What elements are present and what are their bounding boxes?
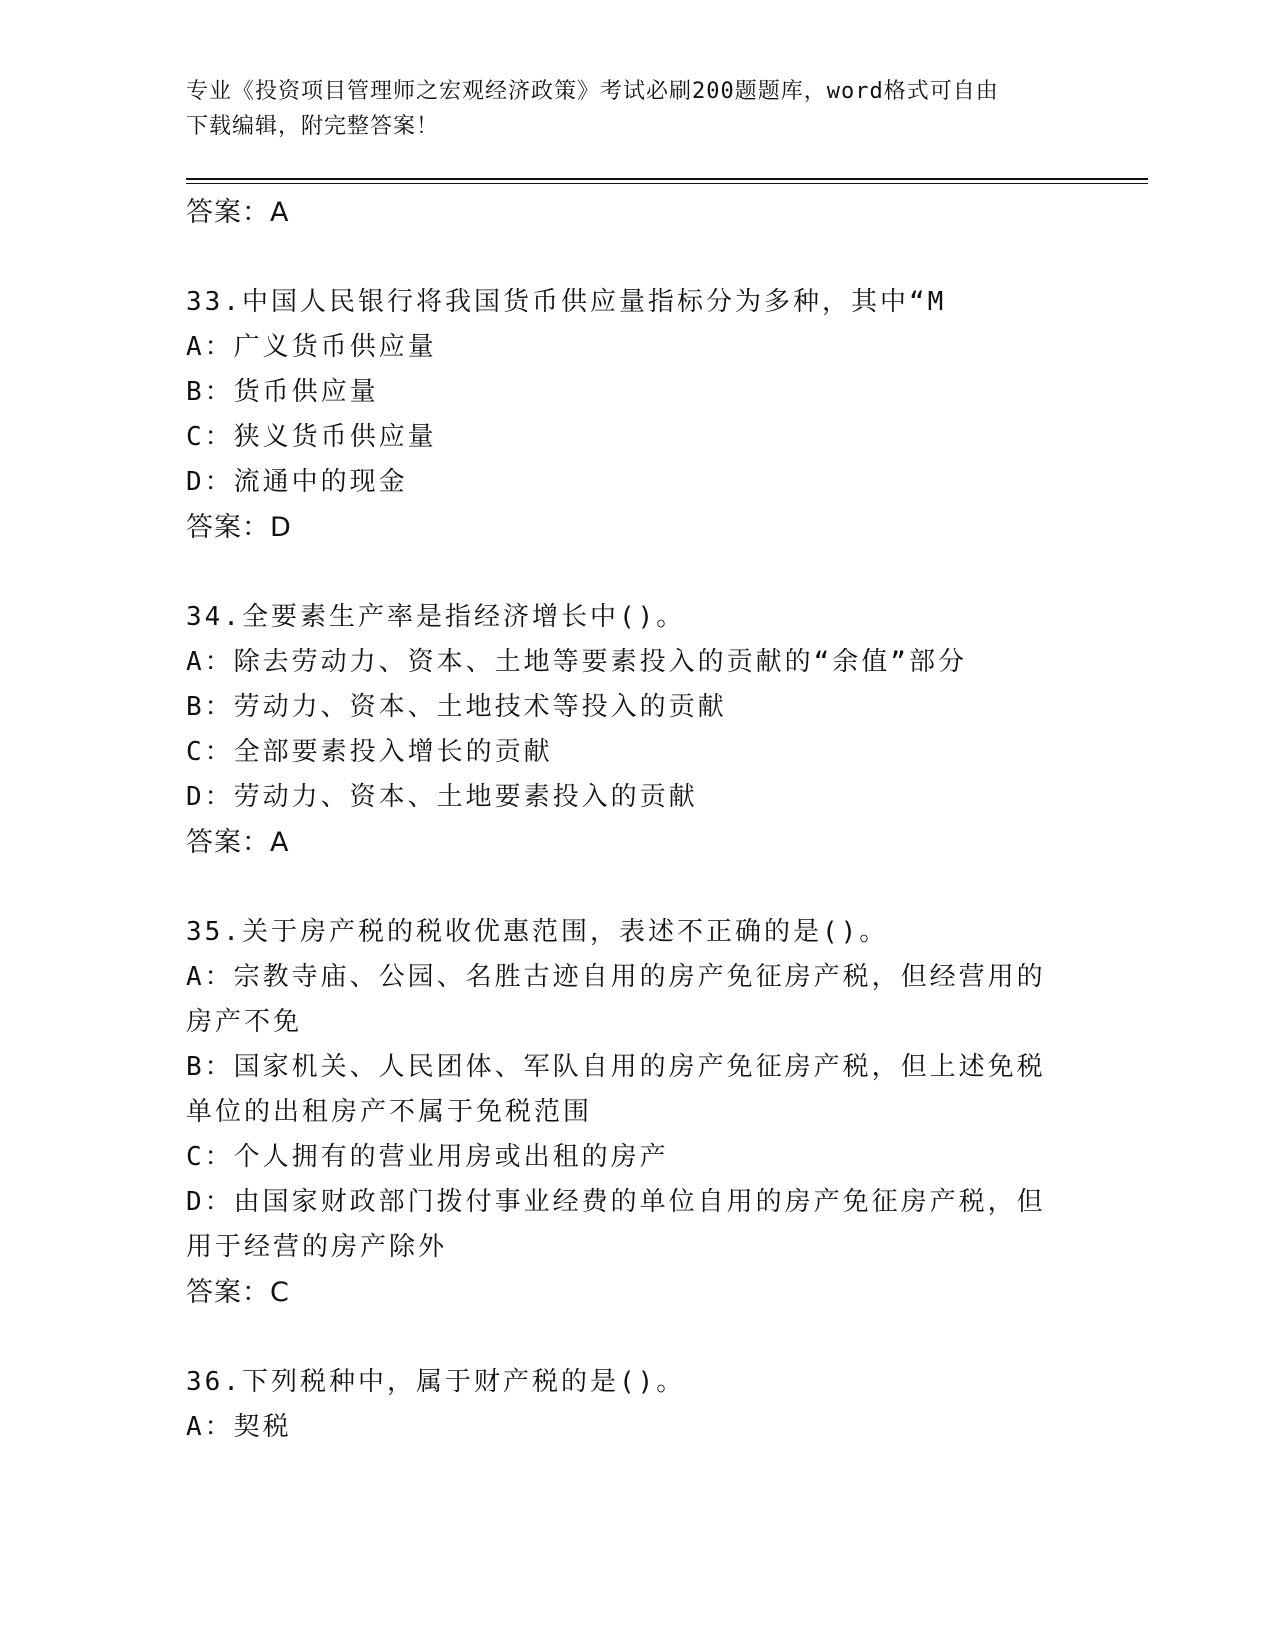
option-a: A：广义货币供应量 [186,332,437,362]
spacer [186,1315,1066,1360]
document-body [186,190,1066,1450]
answer-line: 答案：A [186,197,290,228]
question-block [186,910,1066,1315]
spacer [186,865,1066,910]
question-stem: 33.中国人民银行将我国货币供应量指标分为多种，其中“M [186,287,947,317]
answer-line: 答案：D [186,512,292,543]
option-b: B：劳动力、资本、土地技术等投入的贡献 [186,692,727,722]
option-d: D：劳动力、资本、土地要素投入的贡献 [186,782,698,812]
option-a: A：除去劳动力、资本、土地等要素投入的贡献的“余值”部分 [186,647,967,677]
option-a: A：宗教寺庙、公园、名胜古迹自用的房产免征房产税，但经营用的房产不免 [186,962,1046,1037]
header-divider-thick [186,178,1148,180]
document-header [186,74,1066,144]
header-line-1: 专业《投资项目管理师之宏观经济政策》考试必刷200题题库，word格式可自由 [186,79,999,104]
question-block [186,280,1066,550]
header-line-2: 下载编辑，附完整答案！ [186,114,440,139]
option-a: A：契税 [186,1412,292,1442]
option-d: D：由国家财政部门拨付事业经费的单位自用的房产免征房产税，但用于经营的房产除外 [186,1187,1046,1262]
answer-line: 答案：C [186,1277,290,1308]
header-divider-thin [186,183,1148,184]
option-c: C：个人拥有的营业用房或出租的房产 [186,1142,669,1172]
question-block [186,595,1066,865]
option-b: B：国家机关、人民团体、军队自用的房产免征房产税，但上述免税单位的出租房产不属于免税范围 [186,1052,1046,1127]
option-d: D：流通中的现金 [186,467,408,497]
spacer [186,550,1066,595]
question-stem: 35.关于房产税的税收优惠范围，表述不正确的是()。 [186,917,889,947]
answer-line: 答案：A [186,827,290,858]
question-stem: 34.全要素生产率是指经济增长中()。 [186,602,686,632]
question-block [186,1360,1066,1450]
option-c: C：全部要素投入增长的贡献 [186,737,553,767]
option-c: C：狭义货币供应量 [186,422,437,452]
option-b: B：货币供应量 [186,377,379,407]
spacer [186,235,1066,280]
question-stem: 36.下列税种中，属于财产税的是()。 [186,1367,686,1397]
